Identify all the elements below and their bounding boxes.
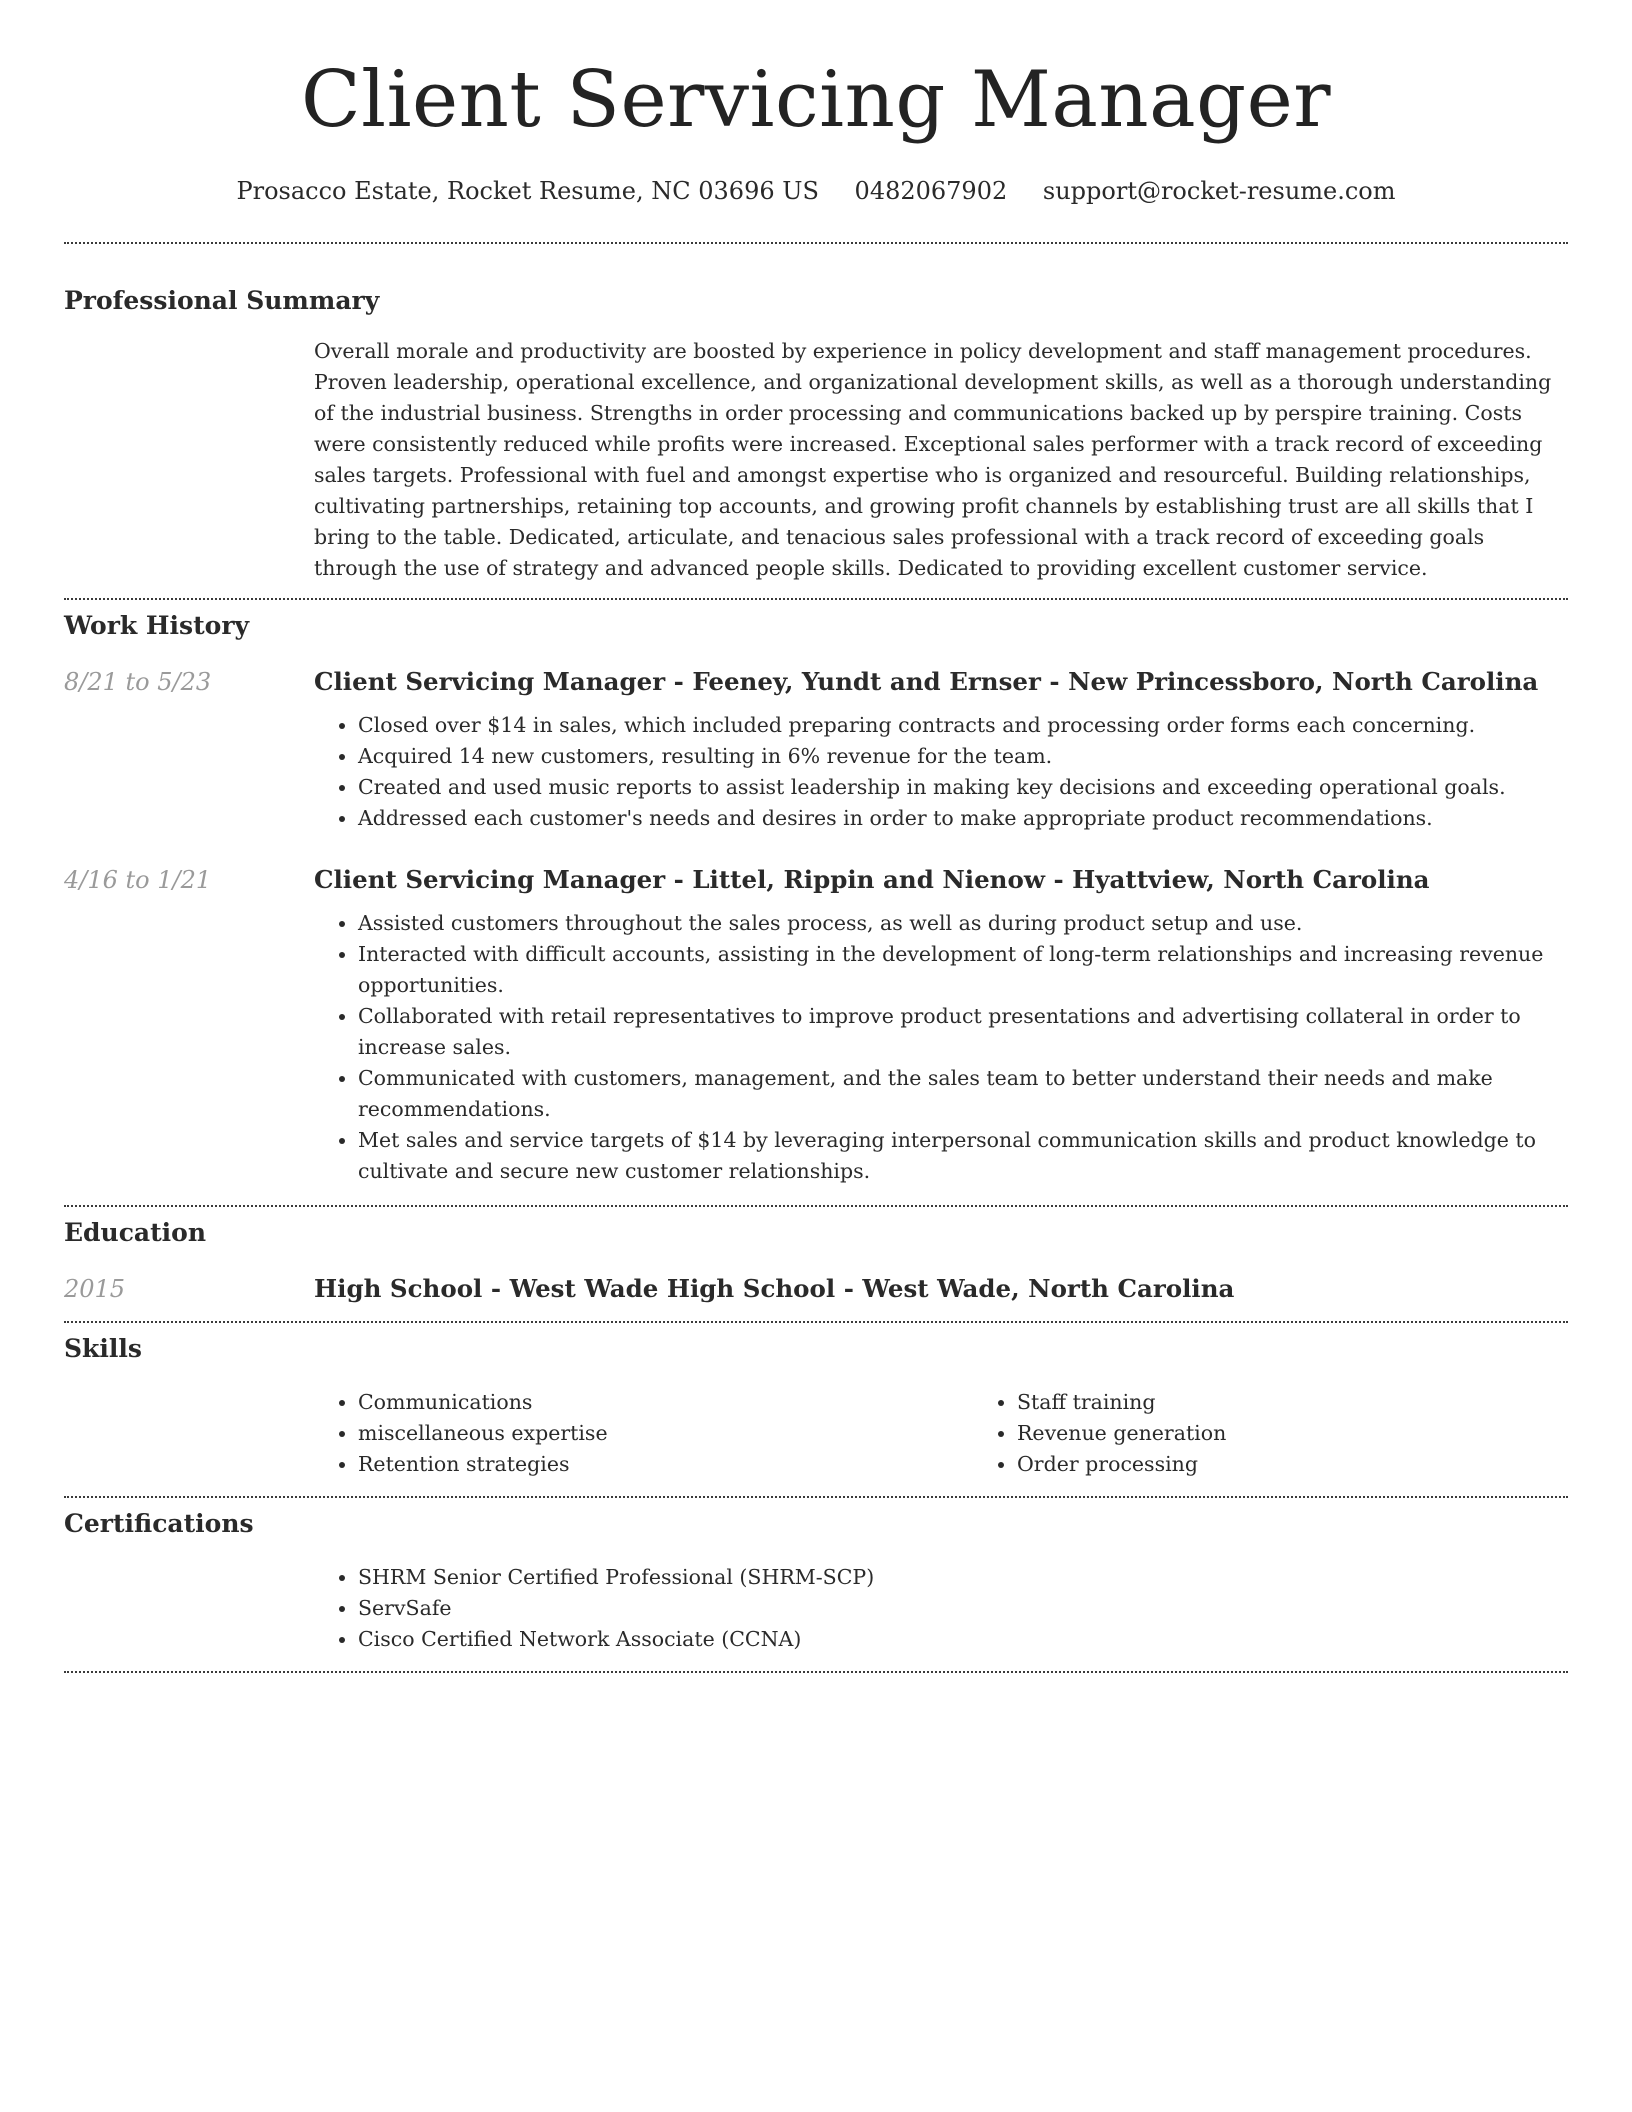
list-item: • Created and used music reports to assist leadership in making key decisions and exceeding operational goals. <box>358 772 1568 803</box>
certifications-list <box>314 1562 1568 1655</box>
skills-grid <box>314 1387 1632 1480</box>
skills-list-right <box>973 1387 1632 1480</box>
list-item: • Order processing <box>1017 1449 1632 1480</box>
section-divider <box>64 1671 1568 1673</box>
summary-section <box>64 244 1568 584</box>
list-item: • Cisco Certified Network Associate (CCNA) <box>358 1624 1568 1655</box>
work-history-section <box>64 600 1568 1187</box>
section-title-work-history: Work History <box>64 611 250 640</box>
list-item: • Communicated with customers, management, and the sales team to better understand their needs and make recommendations. <box>358 1063 1568 1125</box>
list-item: • Interacted with difficult accounts, assisting in the development of long-term relationships and increasing revenue opportunities. <box>358 939 1568 1001</box>
section-title-summary: Professional Summary <box>64 286 380 315</box>
summary-text: Overall morale and productivity are boosted by experience in policy development and staff management procedures. Proven leadership, operational excellence, and organizational development skills, as well as a thorough understanding of the industrial business. Strengths in order processing and communications backed up by perspire training. Costs were consistently reduced while profits were increased. Exceptional sales performer with a track record of exceeding sales targets. Professional with fuel and amongst expertise who is organized and resourceful. Building relationships, cultivating partnerships, retaining top accounts, and growing profit channels by establishing trust are all skills that I bring to the table. Dedicated, articulate, and tenacious sales professional with a track record of exceeding goals through the use of strategy and advanced people skills. Dedicated to providing excellent customer service. <box>314 339 1552 580</box>
list-item: • Closed over $14 in sales, which included preparing contracts and processing order forms each concerning. <box>358 710 1568 741</box>
certifications-section <box>64 1498 1568 1655</box>
list-item: • SHRM Senior Certified Professional (SHRM-SCP) <box>358 1562 1568 1593</box>
list-item: • Retention strategies <box>358 1449 973 1480</box>
contact-email: support@rocket-resume.com <box>1042 177 1396 205</box>
job-dates: 8/21 to 5/23 <box>64 668 212 696</box>
education-entry <box>64 1273 1568 1305</box>
list-item: • Collaborated with retail representatives to improve product presentations and advertising collateral in order to increase sales. <box>358 1001 1568 1063</box>
job-heading: Client Servicing Manager - Littel, Rippin and Nienow - Hyattview, North Carolina <box>314 865 1430 894</box>
list-item: • Revenue generation <box>1017 1418 1632 1449</box>
list-item: • miscellaneous expertise <box>358 1418 973 1449</box>
list-item: • Addressed each customer's needs and desires in order to make appropriate product recommendations. <box>358 803 1568 834</box>
list-item: • ServSafe <box>358 1593 1568 1624</box>
list-item: • Acquired 14 new customers, resulting in 6% revenue for the team. <box>358 741 1568 772</box>
education-heading: High School - West Wade High School - West Wade, North Carolina <box>314 1274 1235 1303</box>
skills-list-left <box>314 1387 973 1480</box>
skills-section <box>64 1323 1568 1480</box>
list-item: • Staff training <box>1017 1387 1632 1418</box>
job-entry <box>64 864 1568 1187</box>
list-item: • Assisted customers throughout the sales process, as well as during product setup and use. <box>358 908 1568 939</box>
section-title-education: Education <box>64 1218 207 1247</box>
education-section <box>64 1207 1568 1305</box>
list-item: • Communications <box>358 1387 973 1418</box>
section-title-certifications: Certifications <box>64 1509 254 1538</box>
job-heading: Client Servicing Manager - Feeney, Yundt and Ernser - New Princessboro, North Carolina <box>314 667 1539 696</box>
candidate-name: Client Servicing Manager <box>300 55 1332 145</box>
section-title-skills: Skills <box>64 1334 142 1363</box>
contact-line <box>64 176 1568 206</box>
job-bullets <box>314 710 1568 834</box>
contact-address: Prosacco Estate, Rocket Resume, NC 03696 US <box>236 177 819 205</box>
job-bullets <box>314 908 1568 1187</box>
job-dates: 4/16 to 1/21 <box>64 866 212 894</box>
education-year: 2015 <box>64 1275 126 1303</box>
contact-phone: 0482067902 <box>854 177 1008 205</box>
list-item: • Met sales and service targets of $14 by leveraging interpersonal communication skills and product knowledge to cultivate and secure new customer relationships. <box>358 1125 1568 1187</box>
resume-header <box>64 0 1568 206</box>
job-entry <box>64 666 1568 834</box>
